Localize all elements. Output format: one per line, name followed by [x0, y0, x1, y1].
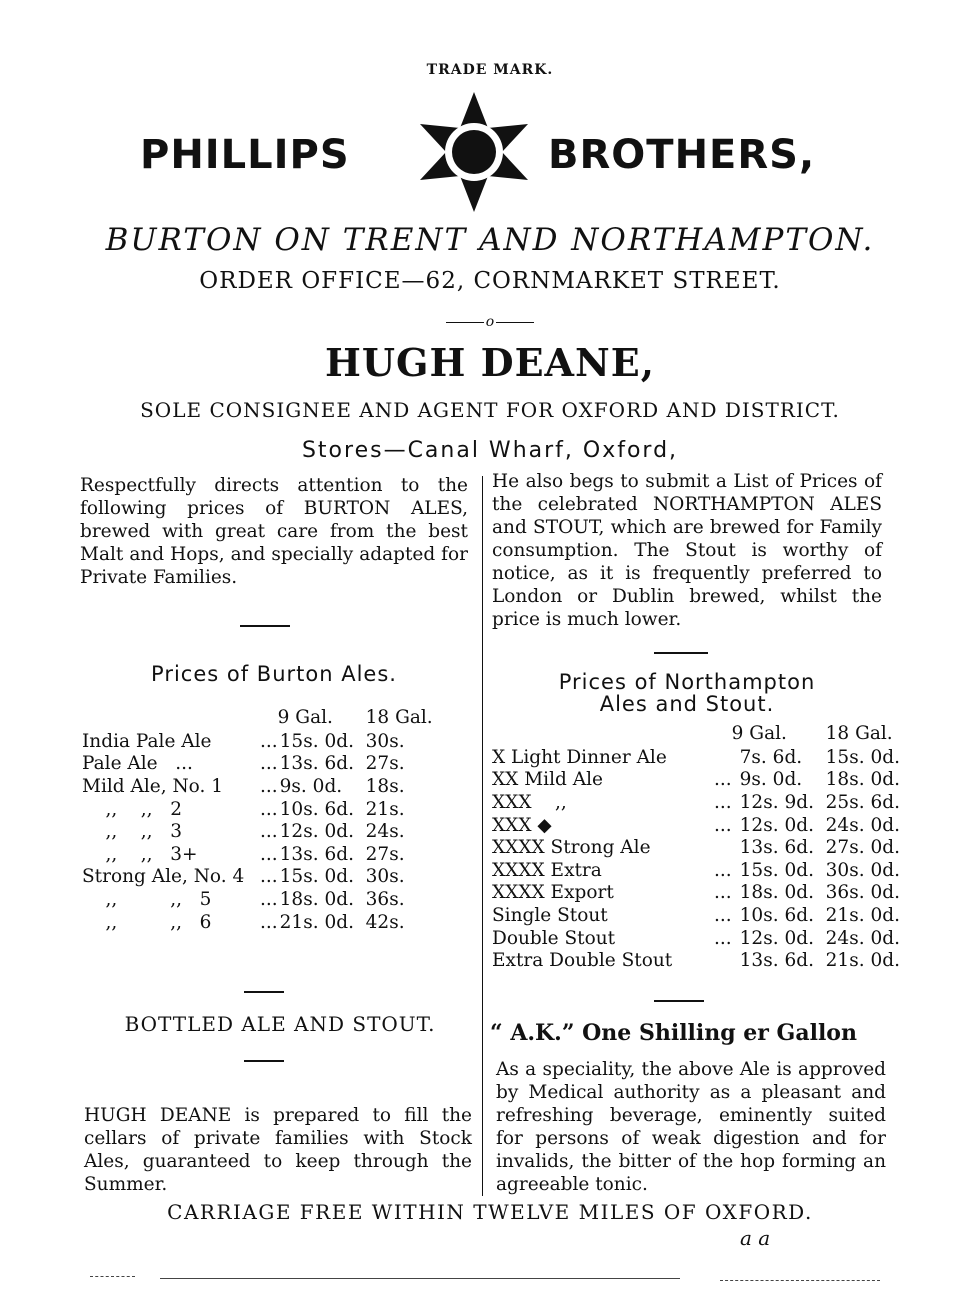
- burton-prices-heading: Prices of Burton Ales.: [151, 662, 397, 686]
- price-9-gallon: 18s. 0d.: [739, 882, 814, 904]
- price-9-gallon: 12s. 9d.: [739, 791, 814, 813]
- price-row: [82, 753, 436, 776]
- order-office-line: ORDER OFFICE—62, CORNMARKET STREET.: [199, 268, 781, 294]
- leader-dots: ...: [260, 843, 278, 865]
- price-18-gallon: 24s. 0d.: [825, 927, 900, 949]
- price-18-gallon: 21s.: [365, 798, 405, 820]
- price-18-gallon: 21s. 0d.: [825, 950, 900, 972]
- price-18-gallon: 24s.: [365, 821, 405, 843]
- price-row: [82, 888, 436, 911]
- leader-dots: ...: [260, 730, 278, 752]
- price-18-gallon: 42s.: [365, 911, 405, 933]
- price-row: [492, 949, 900, 972]
- column-9-gallon: 9 Gal.: [731, 722, 787, 744]
- price-row: [492, 769, 900, 792]
- locations-line: BURTON ON TRENT AND NORTHAMPTON.: [105, 222, 875, 258]
- product-name: ,, ,, 2: [82, 798, 182, 820]
- price-row: [492, 836, 900, 859]
- product-name: Extra Double Stout: [492, 950, 673, 972]
- price-9-gallon: 9s. 0d.: [739, 769, 803, 791]
- product-name: Single Stout: [492, 904, 608, 926]
- brand-name-right: BROTHERS,: [548, 132, 816, 178]
- leader-dots: [714, 949, 732, 972]
- price-18-gallon: 18s. 0d.: [825, 769, 900, 791]
- product-name: Double Stout: [492, 927, 616, 949]
- leader-dots: ...: [260, 866, 278, 888]
- price-9-gallon: 13s. 6d.: [739, 950, 814, 972]
- price-18-gallon: 15s. 0d.: [825, 746, 900, 768]
- northampton-prices-heading-line-2: Ales and Stout.: [599, 692, 775, 716]
- product-name: ,, ,, 5: [82, 888, 212, 910]
- price-9-gallon: 15s. 0d.: [279, 866, 354, 888]
- product-name: ,, ,, 3+: [82, 843, 198, 865]
- price-18-gallon: 18s.: [365, 775, 405, 797]
- leader-dots: ...: [260, 888, 278, 910]
- stores-address: Stores—Canal Wharf, Oxford,: [301, 438, 679, 463]
- northampton-prices-heading-line-1: Prices of Northampton: [558, 670, 816, 694]
- column-divider: [482, 476, 483, 1196]
- product-name: XX Mild Ale: [492, 769, 603, 791]
- product-name: India Pale Ale: [82, 730, 212, 752]
- price-9-gallon: 13s. 6d.: [739, 837, 814, 859]
- price-row: [82, 866, 436, 889]
- leader-dots: ...: [714, 859, 732, 881]
- left-divider-3: [244, 1060, 284, 1062]
- bottled-heading: BOTTLED ALE AND STOUT.: [124, 1012, 436, 1036]
- price-row: [492, 791, 900, 814]
- left-intro-paragraph: Respectfully directs attention to the following prices of BURTON ALES, brewed with great care from the best Malt and Hops, and specially adapted for Private Families.: [80, 475, 468, 588]
- ak-heading: “ A.K.” One Shilling er Gallon: [490, 1020, 857, 1046]
- left-divider-1: [240, 625, 290, 627]
- right-divider-1: [654, 652, 708, 654]
- price-18-gallon: 30s. 0d.: [825, 859, 900, 881]
- product-name: XXXX Export: [492, 882, 614, 904]
- price-row: [492, 814, 900, 837]
- product-name: ,, ,, 3: [82, 821, 182, 843]
- product-name: XXX ◆: [492, 814, 552, 836]
- price-18-gallon: 27s.: [365, 753, 405, 775]
- price-18-gallon: 36s.: [365, 888, 405, 910]
- price-row: [492, 904, 900, 927]
- leader-dots: ...: [714, 769, 732, 791]
- agent-title: SOLE CONSIGNEE AND AGENT FOR OXFORD AND DISTRICT.: [140, 398, 840, 422]
- northampton-prices-table: [492, 720, 900, 972]
- leader-dots: [714, 746, 732, 769]
- price-18-gallon: 25s. 6d.: [825, 791, 900, 813]
- price-18-gallon: 27s. 0d.: [825, 837, 900, 859]
- price-9-gallon: 7s. 6d.: [739, 746, 803, 768]
- price-9-gallon: 15s. 0d.: [739, 859, 814, 881]
- leader-dots: ...: [260, 911, 278, 933]
- price-9-gallon: 13s. 6d.: [279, 843, 354, 865]
- product-name: X Light Dinner Ale: [492, 746, 667, 768]
- leader-dots: ...: [260, 753, 278, 775]
- price-row: [82, 843, 436, 866]
- leader-dots: ...: [260, 798, 278, 820]
- price-18-gallon: 30s.: [365, 730, 405, 752]
- product-name: XXXX Strong Ale: [492, 837, 651, 859]
- ornament-divider: o: [0, 314, 980, 330]
- price-row: [82, 798, 436, 821]
- bottled-paragraph: HUGH DEANE is prepared to fill the cellars of private families with Stock Ales, guaranteed to keep through the Summer.: [84, 1105, 472, 1195]
- price-9-gallon: 13s. 6d.: [279, 753, 354, 775]
- scan-artifact-line: [160, 1278, 680, 1279]
- price-9-gallon: 21s. 0d.: [279, 911, 354, 933]
- leader-dots: ...: [260, 775, 278, 797]
- leader-dots: ...: [714, 927, 732, 949]
- price-18-gallon: 30s.: [365, 866, 405, 888]
- right-divider-2: [654, 1000, 704, 1002]
- price-9-gallon: 18s. 0d.: [279, 888, 354, 910]
- ak-paragraph: As a speciality, the above Ale is approved by Medical authority as a pleasant and refreshing beverage, eminently suited for persons of weak digestion and for invalids, the bitter of the hop forming an agreeable tonic.: [496, 1059, 886, 1195]
- price-row: [82, 911, 436, 934]
- product-name: XXXX Extra: [492, 859, 602, 881]
- leader-dots: ...: [714, 814, 732, 836]
- right-intro-paragraph: He also begs to submit a List of Prices of the celebrated NORTHAMPTON ALES and STOUT, which are brewed for Family consumption. The Stout is worthy of notice, as it is frequently preferred to London or Dublin brewed, whilst the price is much lower.: [492, 471, 882, 630]
- price-row: [492, 746, 900, 769]
- price-9-gallon: 9s. 0d.: [279, 775, 343, 797]
- price-9-gallon: 15s. 0d.: [279, 730, 354, 752]
- price-9-gallon: 12s. 0d.: [279, 821, 354, 843]
- column-18-gallon: 18 Gal.: [365, 706, 433, 728]
- price-row: [492, 859, 900, 882]
- table-header-row: [492, 720, 900, 746]
- product-name: Strong Ale, No. 4: [82, 866, 245, 888]
- product-name: XXX ,,: [492, 791, 567, 813]
- price-9-gallon: 10s. 6d.: [739, 904, 814, 926]
- brand-name-left: PHILLIPS: [140, 132, 350, 178]
- product-name: Pale Ale ...: [82, 753, 193, 775]
- agent-name: HUGH DEANE,: [325, 340, 655, 385]
- left-divider-2: [244, 991, 284, 993]
- price-9-gallon: 10s. 6d.: [279, 798, 354, 820]
- column-9-gallon: 9 Gal.: [277, 706, 333, 728]
- price-row: [82, 775, 436, 798]
- leader-dots: ...: [714, 904, 732, 926]
- product-name: Mild Ale, No. 1: [82, 775, 224, 797]
- price-row: [492, 882, 900, 905]
- price-18-gallon: 36s. 0d.: [825, 882, 900, 904]
- price-18-gallon: 24s. 0d.: [825, 814, 900, 836]
- leader-dots: ...: [714, 882, 732, 904]
- price-row: [82, 820, 436, 843]
- burton-prices-table: [82, 704, 436, 933]
- scan-artifact-line: [90, 1276, 135, 1277]
- scan-artifact-line: [720, 1280, 880, 1281]
- trade-mark-label: TRADE MARK.: [426, 62, 554, 78]
- table-header-row: [82, 704, 436, 730]
- price-row: [82, 730, 436, 753]
- leader-dots: [714, 836, 732, 859]
- product-name: ,, ,, 6: [82, 911, 212, 933]
- leader-dots: ...: [714, 791, 732, 813]
- six-pointed-star-logo-icon: [412, 90, 536, 214]
- carriage-notice: CARRIAGE FREE WITHIN TWELVE MILES OF OXFORD.: [167, 1200, 813, 1224]
- price-18-gallon: 21s. 0d.: [825, 904, 900, 926]
- price-9-gallon: 12s. 0d.: [739, 814, 814, 836]
- signature-mark: a a: [740, 1226, 771, 1250]
- column-18-gallon: 18 Gal.: [825, 722, 893, 744]
- price-18-gallon: 27s.: [365, 843, 405, 865]
- leader-dots: ...: [260, 821, 278, 843]
- price-9-gallon: 12s. 0d.: [739, 927, 814, 949]
- price-row: [492, 927, 900, 950]
